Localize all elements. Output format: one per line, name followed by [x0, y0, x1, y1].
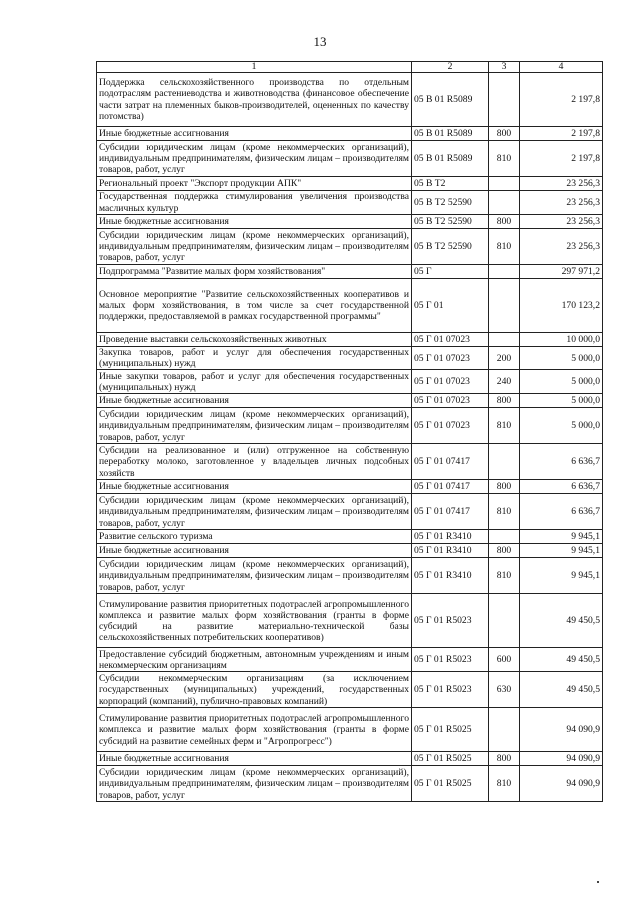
table-row [97, 530, 603, 544]
row-amount: 6 636,7 [520, 480, 603, 494]
row-amount: 2 197,8 [520, 141, 603, 177]
row-code: 05 В Т2 [412, 177, 489, 191]
row-type [489, 73, 520, 127]
row-amount: 9 945,1 [520, 530, 603, 544]
row-type [489, 265, 520, 279]
table-row [97, 73, 603, 127]
row-code: 05 Г 01 R5023 [412, 672, 489, 708]
row-type: 810 [489, 558, 520, 594]
row-code: 05 Г 01 07023 [412, 408, 489, 444]
row-code: 05 В Т2 52590 [412, 215, 489, 229]
row-name: Иные закупки товаров, работ и услуг для обеспечения государственных (муниципальных) нужд [97, 370, 412, 394]
row-code: 05 В 01 R5089 [412, 127, 489, 141]
row-name: Предоставление субсидий бюджетным, автономным учреждениям и иным некоммерческим организациям [97, 648, 412, 672]
scan-mark [597, 881, 599, 883]
row-code: 05 Г [412, 265, 489, 279]
row-code: 05 Г 01 R5025 [412, 708, 489, 752]
row-name: Проведение выставки сельскохозяйственных животных [97, 333, 412, 347]
row-code: 05 Г 01 R5025 [412, 752, 489, 766]
row-code: 05 В 01 R5089 [412, 141, 489, 177]
row-type: 630 [489, 672, 520, 708]
table-row [97, 480, 603, 494]
table-row [97, 229, 603, 265]
row-code: 05 Г 01 07417 [412, 480, 489, 494]
row-code: 05 Г 01 R3410 [412, 558, 489, 594]
row-type: 800 [489, 127, 520, 141]
table-row [97, 648, 603, 672]
table-row [97, 594, 603, 648]
row-amount: 5 000,0 [520, 408, 603, 444]
row-amount: 2 197,8 [520, 127, 603, 141]
row-code: 05 Г 01 07417 [412, 444, 489, 480]
row-name: Поддержка сельскохозяйственного производства по отдельным подотраслям растениеводства и животноводства (финансовое обеспечение части затрат на племенных быков-производителей, оцененных по качеству потомства) [97, 73, 412, 127]
row-amount: 94 090,9 [520, 752, 603, 766]
table-row [97, 370, 603, 394]
row-name: Субсидии юридическим лицам (кроме некоммерческих организаций), индивидуальным предпринимателям, физическим лицам – производителям товаров, работ, услуг [97, 558, 412, 594]
row-code: 05 Г 01 07023 [412, 370, 489, 394]
row-name: Государственная поддержка стимулирования увеличения производства масличных культур [97, 191, 412, 215]
table-row [97, 708, 603, 752]
row-name: Субсидии юридическим лицам (кроме некоммерческих организаций), индивидуальным предпринимателям, физическим лицам – производителям товаров, работ, услуг [97, 141, 412, 177]
row-type: 810 [489, 229, 520, 265]
row-name: Закупка товаров, работ и услуг для обеспечения государственных (муниципальных) нужд [97, 347, 412, 370]
row-type: 800 [489, 394, 520, 408]
row-amount: 49 450,5 [520, 648, 603, 672]
row-code: 05 Г 01 [412, 279, 489, 333]
budget-table [96, 61, 603, 802]
table-row [97, 215, 603, 229]
row-name: Иные бюджетные ассигнования [97, 215, 412, 229]
page-number: 13 [313, 34, 327, 49]
row-type: 800 [489, 215, 520, 229]
table-row [97, 347, 603, 370]
table-row [97, 127, 603, 141]
row-type [489, 444, 520, 480]
row-type [489, 594, 520, 648]
row-code: 05 Г 01 07023 [412, 347, 489, 370]
row-type: 240 [489, 370, 520, 394]
row-type: 810 [489, 766, 520, 802]
row-name: Основное мероприятие "Развитие сельскохозяйственных кооперативов и малых форм хозяйствования, в том числе за счет государственной поддержки, предоставляемой в рамках государственной программы" [97, 279, 412, 333]
row-code: 05 Г 01 R5023 [412, 594, 489, 648]
row-type [489, 191, 520, 215]
row-amount: 9 945,1 [520, 558, 603, 594]
row-type: 800 [489, 480, 520, 494]
row-type: 810 [489, 408, 520, 444]
table-row [97, 333, 603, 347]
row-amount: 297 971,2 [520, 265, 603, 279]
row-name: Иные бюджетные ассигнования [97, 127, 412, 141]
row-code: 05 В Т2 52590 [412, 191, 489, 215]
table-row [97, 279, 603, 333]
row-code: 05 Г 01 07023 [412, 394, 489, 408]
table-row [97, 141, 603, 177]
table-row [97, 558, 603, 594]
row-type [489, 333, 520, 347]
row-name: Иные бюджетные ассигнования [97, 752, 412, 766]
row-name: Иные бюджетные ассигнования [97, 480, 412, 494]
header-col-1: 1 [97, 62, 412, 73]
table-header-row [97, 62, 603, 73]
row-name: Субсидии юридическим лицам (кроме некоммерческих организаций), индивидуальным предпринимателям, физическим лицам – производителям товаров, работ, услуг [97, 494, 412, 530]
row-type [489, 530, 520, 544]
row-name: Субсидии юридическим лицам (кроме некоммерческих организаций), индивидуальным предпринимателям, физическим лицам – производителям товаров, работ, услуг [97, 766, 412, 802]
row-code: 05 В 01 R5089 [412, 73, 489, 127]
table-row [97, 672, 603, 708]
row-name: Подпрограмма "Развитие малых форм хозяйствования" [97, 265, 412, 279]
row-type: 810 [489, 141, 520, 177]
row-type: 810 [489, 494, 520, 530]
row-name: Стимулирование развития приоритетных подотраслей агропромышленного комплекса и развитие малых форм хозяйствования (гранты в форме субсидий на развитие материально-технической базы сельскохозяйственных потребительских кооперативов) [97, 594, 412, 648]
row-type: 600 [489, 648, 520, 672]
row-type: 200 [489, 347, 520, 370]
table-row [97, 544, 603, 558]
row-amount: 170 123,2 [520, 279, 603, 333]
row-name: Стимулирование развития приоритетных подотраслей агропромышленного комплекса и развитие малых форм хозяйствования (гранты в форме субсидий на развитие семейных ферм и "Агропрогресс") [97, 708, 412, 752]
row-amount: 94 090,9 [520, 766, 603, 802]
row-name: Субсидии на реализованное и (или) отгруженное на собственную переработку молоко, заготовленное у владельцев личных подсобных хозяйств [97, 444, 412, 480]
row-type: 800 [489, 544, 520, 558]
row-amount: 9 945,1 [520, 544, 603, 558]
row-amount: 23 256,3 [520, 229, 603, 265]
table-row [97, 265, 603, 279]
row-amount: 23 256,3 [520, 215, 603, 229]
row-code: 05 Г 01 07023 [412, 333, 489, 347]
row-name: Субсидии юридическим лицам (кроме некоммерческих организаций), индивидуальным предпринимателям, физическим лицам – производителям товаров, работ, услуг [97, 229, 412, 265]
row-type [489, 708, 520, 752]
row-code: 05 Г 01 R3410 [412, 530, 489, 544]
row-code: 05 Г 01 R3410 [412, 544, 489, 558]
header-col-3: 3 [489, 62, 520, 73]
table-row [97, 444, 603, 480]
row-type [489, 279, 520, 333]
header-col-4: 4 [520, 62, 603, 73]
row-amount: 2 197,8 [520, 73, 603, 127]
row-type [489, 177, 520, 191]
table-row [97, 394, 603, 408]
table-row [97, 177, 603, 191]
row-name: Развитие сельского туризма [97, 530, 412, 544]
row-name: Субсидии юридическим лицам (кроме некоммерческих организаций), индивидуальным предпринимателям, физическим лицам – производителям товаров, работ, услуг [97, 408, 412, 444]
row-name: Региональный проект "Экспорт продукции АПК" [97, 177, 412, 191]
row-amount: 94 090,9 [520, 708, 603, 752]
row-amount: 6 636,7 [520, 444, 603, 480]
header-col-2: 2 [412, 62, 489, 73]
row-code: 05 Г 01 R5023 [412, 648, 489, 672]
row-name: Иные бюджетные ассигнования [97, 394, 412, 408]
row-amount: 5 000,0 [520, 370, 603, 394]
table-row [97, 494, 603, 530]
row-amount: 49 450,5 [520, 594, 603, 648]
row-amount: 6 636,7 [520, 494, 603, 530]
row-amount: 5 000,0 [520, 347, 603, 370]
row-amount: 10 000,0 [520, 333, 603, 347]
row-name: Субсидии некоммерческим организациям (за исключением государственных (муниципальных) учреждений, государственных корпораций (компаний), публично-правовых компаний) [97, 672, 412, 708]
row-code: 05 В Т2 52590 [412, 229, 489, 265]
row-code: 05 Г 01 07417 [412, 494, 489, 530]
row-type: 800 [489, 752, 520, 766]
table-row [97, 766, 603, 802]
table-row [97, 191, 603, 215]
row-amount: 49 450,5 [520, 672, 603, 708]
table-row [97, 408, 603, 444]
table-body [97, 73, 603, 802]
row-name: Иные бюджетные ассигнования [97, 544, 412, 558]
row-amount: 5 000,0 [520, 394, 603, 408]
row-amount: 23 256,3 [520, 191, 603, 215]
table-row [97, 752, 603, 766]
row-amount: 23 256,3 [520, 177, 603, 191]
row-code: 05 Г 01 R5025 [412, 766, 489, 802]
